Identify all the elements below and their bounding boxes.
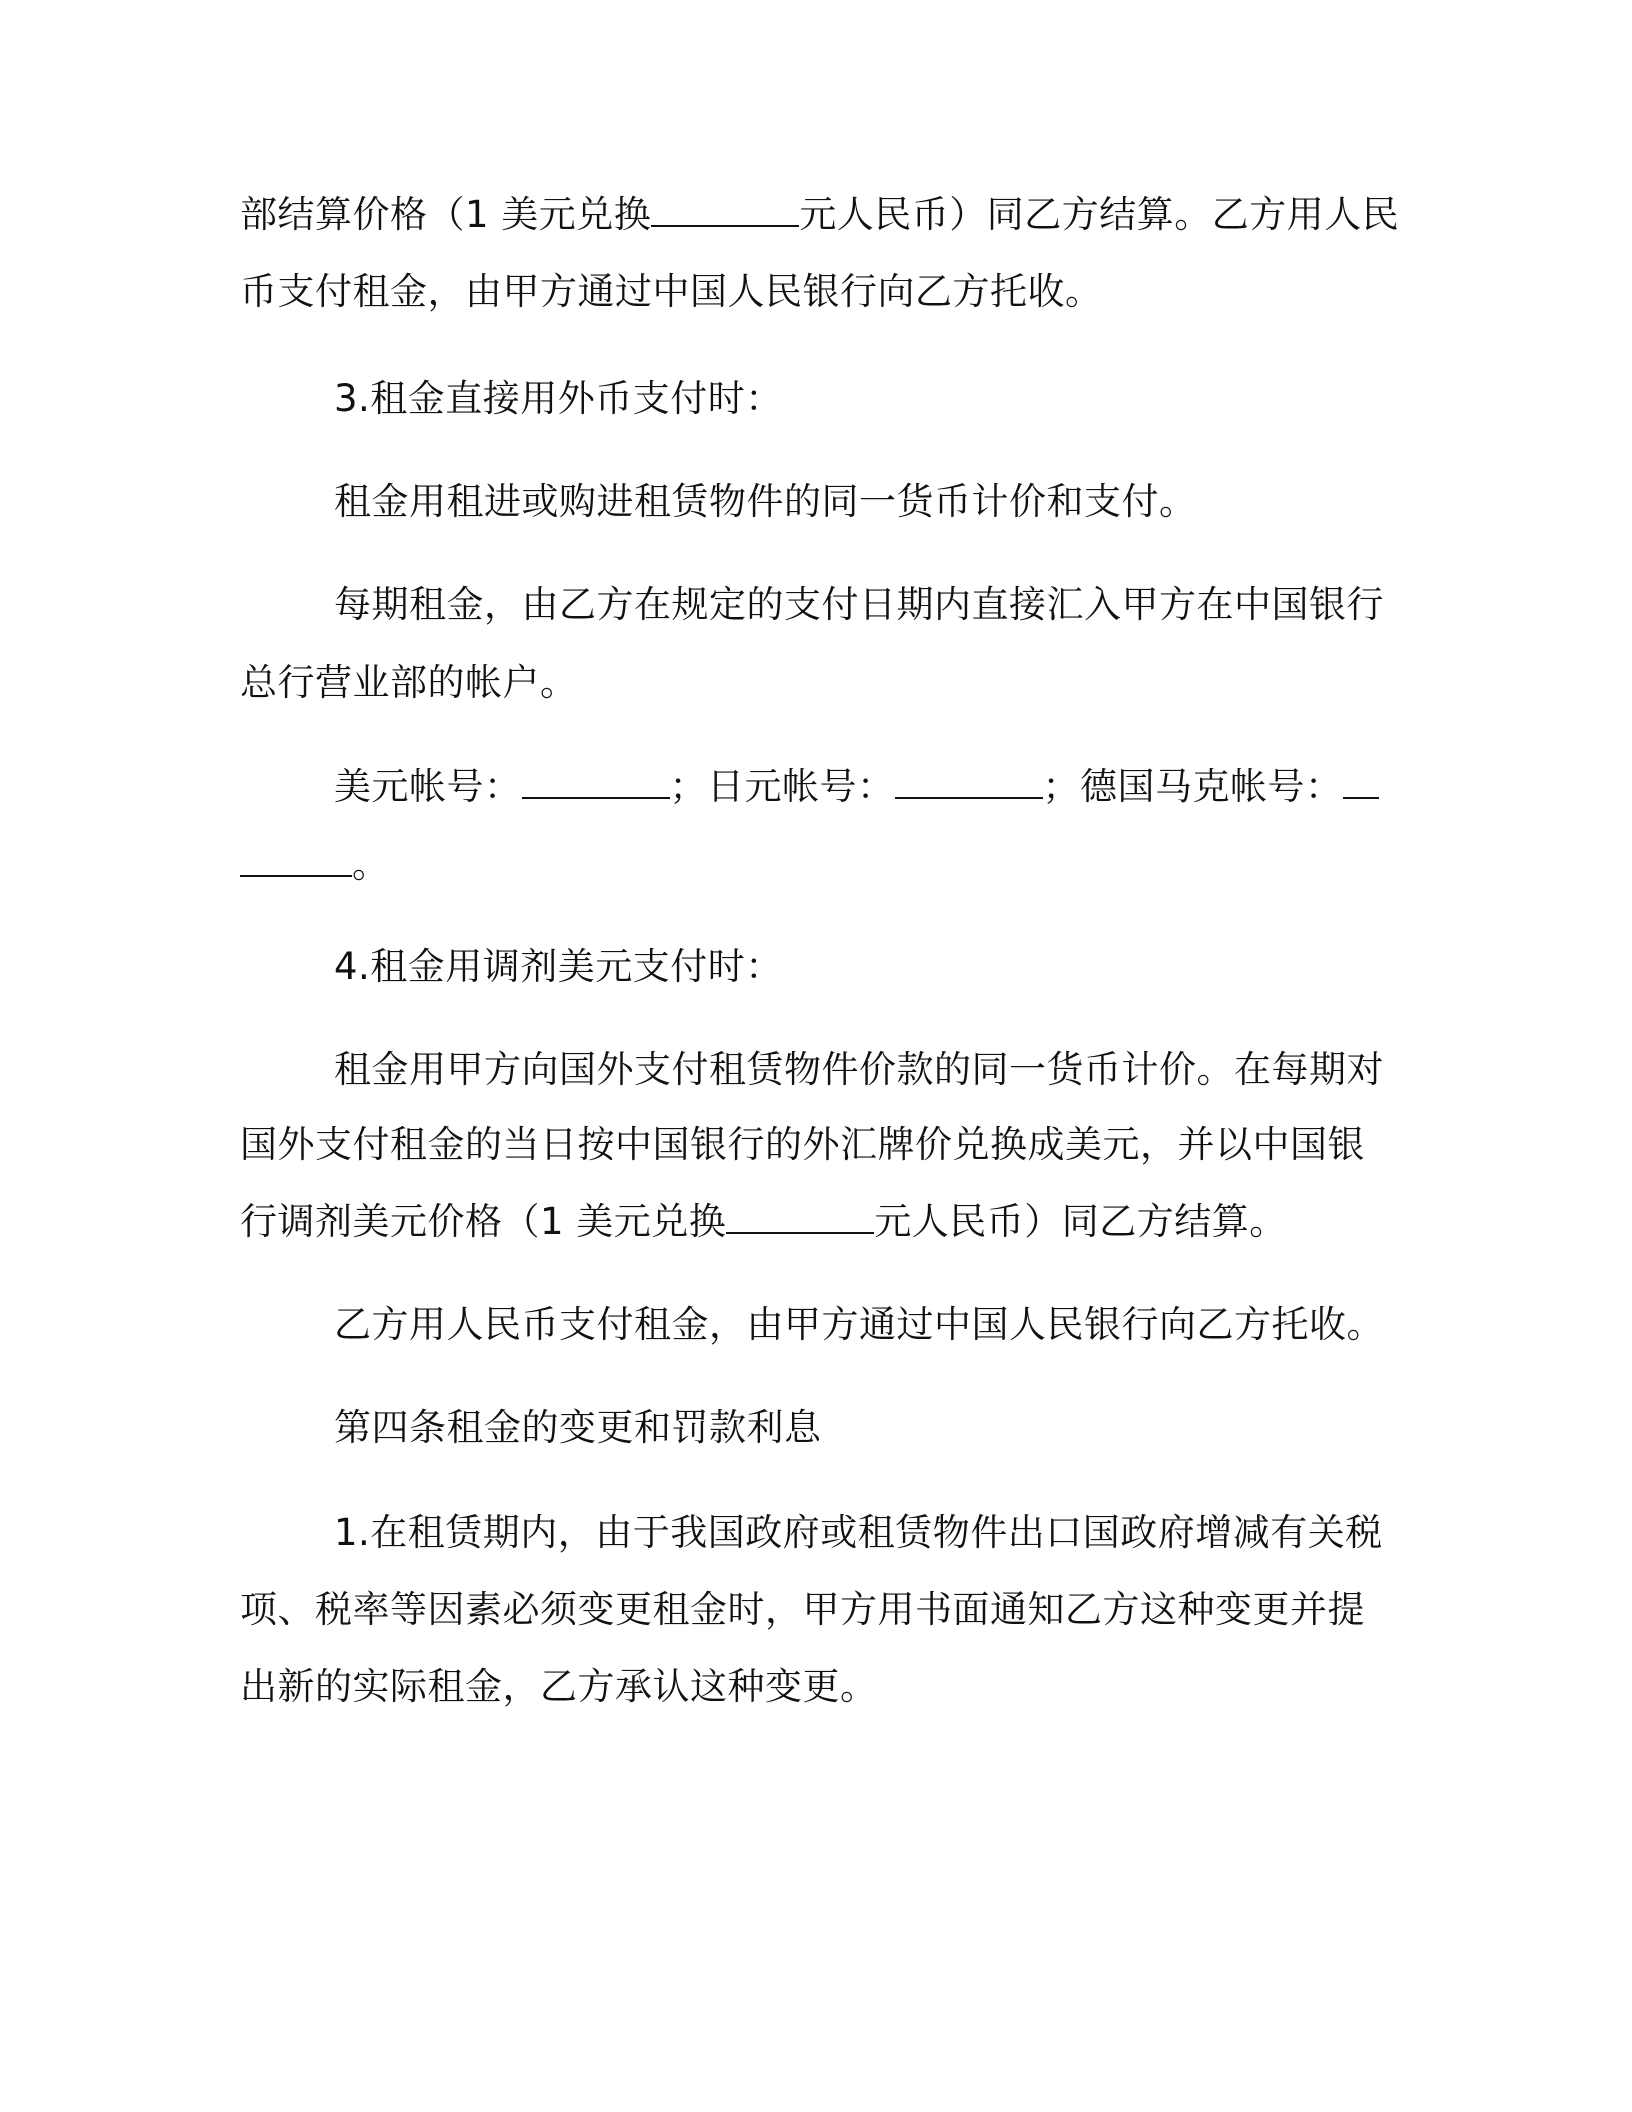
paragraph-line: 总行营业部的帐户。 (240, 661, 578, 704)
paragraph-line: 1.在租赁期内，由于我国政府或租赁物件出口国政府增减有关税 (334, 1511, 1383, 1554)
blank-field (651, 191, 799, 227)
account-numbers-line: 美元帐号： ；日元帐号： ；德国马克帐号： (334, 762, 1400, 812)
paragraph-line: 乙方用人民币支付租金，由甲方通过中国人民银行向乙方托收。 (334, 1303, 1384, 1346)
article-heading: 第四条租金的变更和罚款利息 (334, 1406, 822, 1449)
paragraph-line: 币支付租金，由甲方通过中国人民银行向乙方托收。 (240, 270, 1103, 313)
exchange-rate-blank (726, 1198, 874, 1234)
paragraph-line: 部结算价格（1 美元兑换 元人民币）同乙方结算。乙方用人民 (240, 193, 1400, 236)
paragraph-line: 国外支付租金的当日按中国银行的外汇牌价兑换成美元，并以中国银 (240, 1123, 1365, 1166)
paragraph-line: 每期租金，由乙方在规定的支付日期内直接汇入甲方在中国银行 (334, 583, 1384, 626)
usd-account-blank (522, 763, 670, 799)
paragraph-line: 出新的实际租金，乙方承认这种变更。 (240, 1665, 878, 1708)
paragraph-line: 租金用甲方向国外支付租赁物件价款的同一货币计价。在每期对 (334, 1048, 1384, 1091)
section-heading: 3.租金直接用外币支付时： (334, 377, 783, 420)
paragraph-line: 项、税率等因素必须变更租金时，甲方用书面通知乙方这种变更并提 (240, 1588, 1365, 1631)
paragraph-line: 行调剂美元价格（1 美元兑换 元人民币）同乙方结算。 (240, 1200, 1287, 1243)
dem-account-blank-end (240, 841, 352, 877)
section-heading: 4.租金用调剂美元支付时： (334, 945, 783, 988)
dem-account-blank-start (1343, 763, 1379, 799)
paragraph-line: 。 (240, 840, 1400, 890)
jpy-account-blank (895, 763, 1043, 799)
paragraph-line: 租金用租进或购进租赁物件的同一货币计价和支付。 (334, 480, 1197, 523)
